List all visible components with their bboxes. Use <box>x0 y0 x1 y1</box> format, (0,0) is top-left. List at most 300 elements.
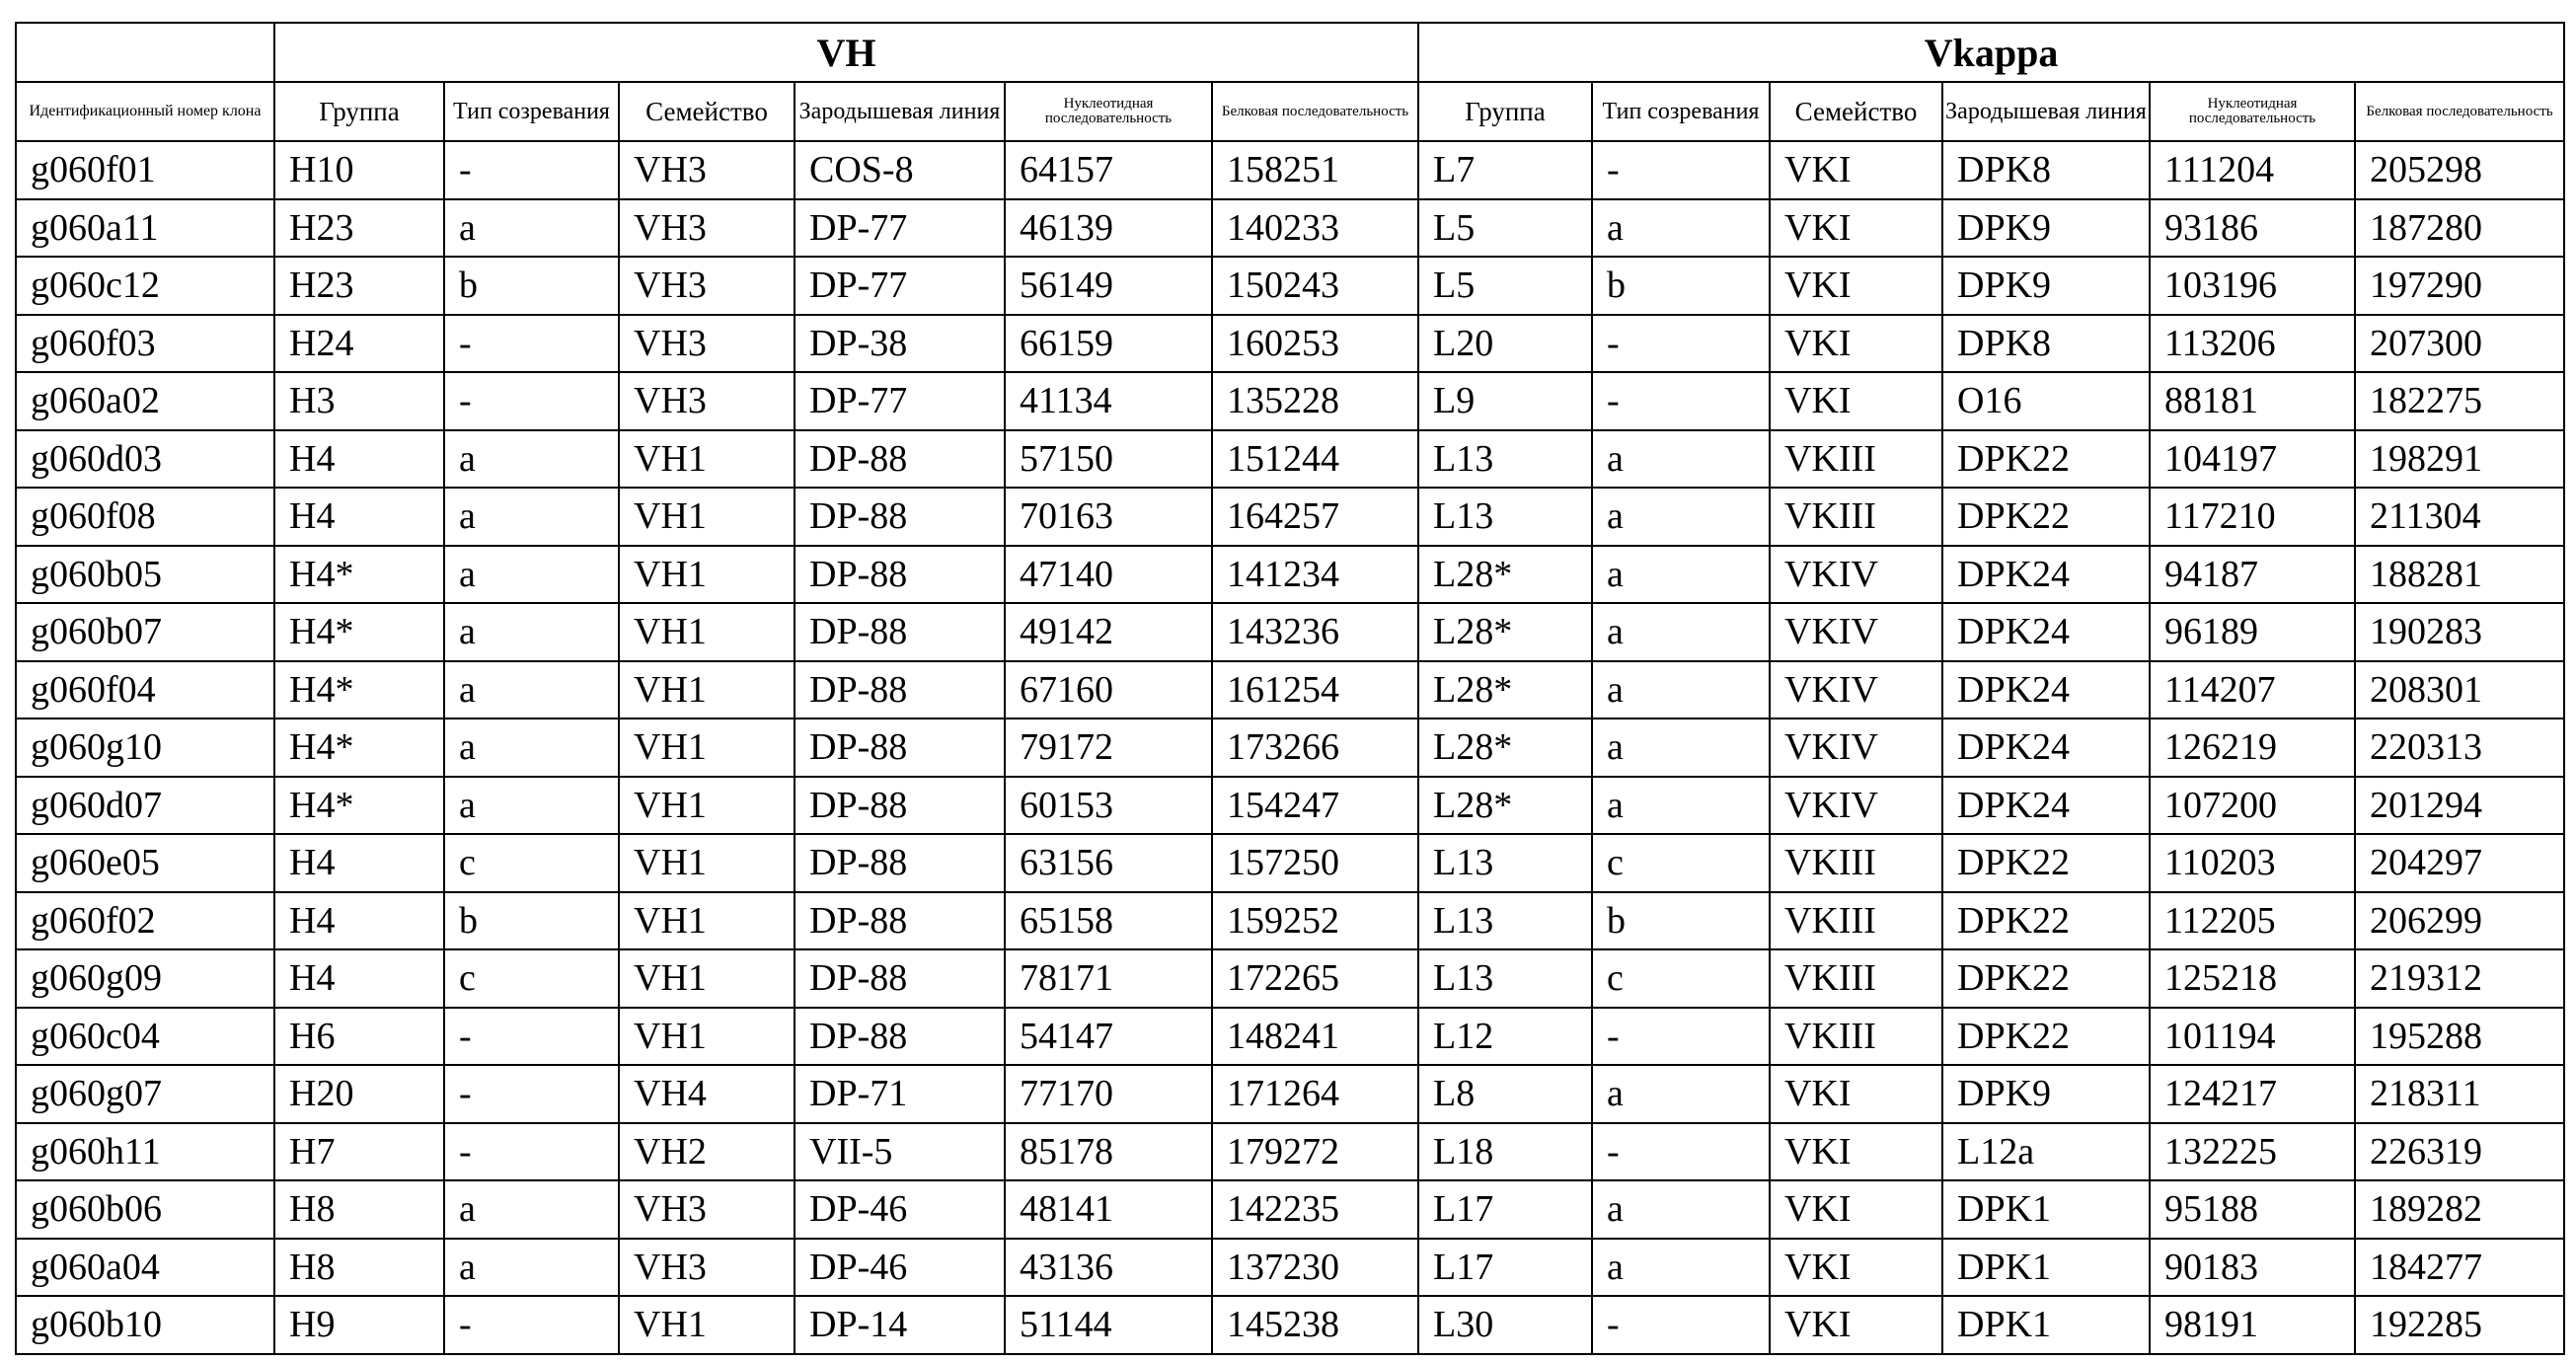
vk-group-cell: L8 <box>1418 1065 1592 1123</box>
vk-protein-cell: 201294 <box>2355 777 2564 835</box>
vh-maturation-cell: - <box>444 1008 619 1066</box>
vh-family-cell: VH1 <box>619 777 795 835</box>
vk-group-cell: L12 <box>1418 1008 1592 1066</box>
vk-family-cell: VKI <box>1770 372 1942 430</box>
vk-protein-cell: 219312 <box>2355 949 2564 1008</box>
vk-protein-cell: 182275 <box>2355 372 2564 430</box>
vh-family-cell: VH1 <box>619 834 795 892</box>
table-row <box>16 199 2564 258</box>
vk-germline-cell: DPK1 <box>1942 1180 2150 1239</box>
table-row <box>16 661 2564 719</box>
vh-protein-cell: 135228 <box>1212 372 1418 430</box>
vh-nucleotide-cell: 49142 <box>1005 603 1212 661</box>
vk-germline-cell: DPK22 <box>1942 488 2150 546</box>
vk-germline-cell: DPK24 <box>1942 603 2150 661</box>
vk-maturation-cell: a <box>1592 430 1770 489</box>
vk-protein-header: Белковая последовательность <box>2355 82 2564 141</box>
table-row <box>16 488 2564 546</box>
vh-germline-cell: DP-88 <box>795 719 1005 777</box>
vk-group-cell: L28* <box>1418 777 1592 835</box>
vh-maturation-cell: a <box>444 546 619 604</box>
vk-nucleotide-cell: 113206 <box>2150 315 2355 373</box>
vh-nucleotide-cell: 70163 <box>1005 488 1212 546</box>
vh-germline-cell: DP-77 <box>795 372 1005 430</box>
vk-maturation-cell: a <box>1592 1180 1770 1239</box>
vk-maturation-cell: a <box>1592 488 1770 546</box>
vh-protein-cell: 173266 <box>1212 719 1418 777</box>
vh-group-cell: H7 <box>274 1123 444 1181</box>
vk-protein-cell: 207300 <box>2355 315 2564 373</box>
vk-nucleotide-cell: 90183 <box>2150 1239 2355 1297</box>
vk-protein-cell: 218311 <box>2355 1065 2564 1123</box>
vh-protein-cell: 142235 <box>1212 1180 1418 1239</box>
vh-family-cell: VH1 <box>619 430 795 489</box>
vh-protein-cell: 161254 <box>1212 661 1418 719</box>
vk-maturation-cell: a <box>1592 661 1770 719</box>
vh-nucleotide-cell: 65158 <box>1005 892 1212 950</box>
vk-germline-header: Зародышевая линия <box>1942 82 2150 141</box>
vh-maturation-cell: b <box>444 257 619 315</box>
vh-maturation-cell: a <box>444 1239 619 1297</box>
vk-germline-cell: DPK24 <box>1942 719 2150 777</box>
vk-nucleotide-cell: 110203 <box>2150 834 2355 892</box>
vh-nucleotide-cell: 47140 <box>1005 546 1212 604</box>
vk-family-cell: VKIV <box>1770 661 1942 719</box>
vk-group-cell: L13 <box>1418 892 1592 950</box>
vh-family-cell: VH1 <box>619 892 795 950</box>
vh-group-cell: H4* <box>274 719 444 777</box>
vh-nucleotide-cell: 79172 <box>1005 719 1212 777</box>
vh-group-cell: H4 <box>274 834 444 892</box>
vh-protein-cell: 164257 <box>1212 488 1418 546</box>
vk-nucleotide-cell: 101194 <box>2150 1008 2355 1066</box>
vh-group-cell: H4* <box>274 546 444 604</box>
vk-maturation-cell: a <box>1592 719 1770 777</box>
vk-family-cell: VKIII <box>1770 949 1942 1008</box>
vk-family-cell: VKI <box>1770 1065 1942 1123</box>
vk-germline-cell: DPK22 <box>1942 1008 2150 1066</box>
vk-nucleotide-cell: 104197 <box>2150 430 2355 489</box>
vk-maturation-cell: a <box>1592 546 1770 604</box>
vk-group-cell: L17 <box>1418 1239 1592 1297</box>
vh-protein-cell: 145238 <box>1212 1296 1418 1354</box>
vh-nucleotide-cell: 77170 <box>1005 1065 1212 1123</box>
vk-germline-cell: DPK24 <box>1942 661 2150 719</box>
clone-id-cell: g060e05 <box>16 834 274 892</box>
clone-id-cell: g060d07 <box>16 777 274 835</box>
vh-protein-cell: 141234 <box>1212 546 1418 604</box>
table-row <box>16 834 2564 892</box>
vk-group-cell: L28* <box>1418 719 1592 777</box>
vh-germline-cell: DP-46 <box>795 1180 1005 1239</box>
vk-family-cell: VKI <box>1770 1239 1942 1297</box>
vk-group-cell: L13 <box>1418 430 1592 489</box>
vk-group-cell: L5 <box>1418 199 1592 258</box>
vk-nucleotide-cell: 88181 <box>2150 372 2355 430</box>
vk-family-cell: VKIV <box>1770 777 1942 835</box>
vk-nucleotide-cell: 125218 <box>2150 949 2355 1008</box>
vh-maturation-cell: a <box>444 199 619 258</box>
vh-maturation-cell: - <box>444 141 619 199</box>
vh-group-header: Группа <box>274 82 444 141</box>
vk-maturation-cell: - <box>1592 1008 1770 1066</box>
vh-germline-cell: DP-77 <box>795 199 1005 258</box>
vh-germline-cell: DP-88 <box>795 949 1005 1008</box>
vk-protein-cell: 205298 <box>2355 141 2564 199</box>
vh-germline-cell: DP-38 <box>795 315 1005 373</box>
vk-germline-cell: DPK1 <box>1942 1239 2150 1297</box>
table-row <box>16 315 2564 373</box>
vh-family-cell: VH2 <box>619 1123 795 1181</box>
clone-id-cell: g060d03 <box>16 430 274 489</box>
vh-family-cell: VH3 <box>619 199 795 258</box>
vk-group-cell: L17 <box>1418 1180 1592 1239</box>
vh-group-cell: H4* <box>274 777 444 835</box>
vh-nucleotide-cell: 41134 <box>1005 372 1212 430</box>
vh-group-cell: H4 <box>274 488 444 546</box>
vh-nucleotide-cell: 67160 <box>1005 661 1212 719</box>
vh-family-cell: VH1 <box>619 603 795 661</box>
vh-nucleotide-cell: 46139 <box>1005 199 1212 258</box>
clone-id-cell: g060b06 <box>16 1180 274 1239</box>
vh-maturation-cell: - <box>444 1065 619 1123</box>
vh-maturation-cell: - <box>444 315 619 373</box>
vh-nucleotide-cell: 85178 <box>1005 1123 1212 1181</box>
vh-group-cell: H4 <box>274 892 444 950</box>
clone-id-cell: g060f01 <box>16 141 274 199</box>
clone-id-cell: g060f04 <box>16 661 274 719</box>
vk-protein-cell: 184277 <box>2355 1239 2564 1297</box>
table-row <box>16 141 2564 199</box>
vk-group-cell: L9 <box>1418 372 1592 430</box>
vk-germline-cell: DPK22 <box>1942 892 2150 950</box>
vk-group-cell: L5 <box>1418 257 1592 315</box>
clone-id-cell: g060g10 <box>16 719 274 777</box>
vk-maturation-cell: a <box>1592 777 1770 835</box>
table-row <box>16 892 2564 950</box>
vk-germline-cell: DPK1 <box>1942 1296 2150 1354</box>
vh-germline-cell: DP-88 <box>795 603 1005 661</box>
vh-germline-cell: DP-88 <box>795 546 1005 604</box>
vk-germline-cell: DPK24 <box>1942 546 2150 604</box>
vk-protein-cell: 206299 <box>2355 892 2564 950</box>
table-row <box>16 1008 2564 1066</box>
vh-nucleotide-cell: 78171 <box>1005 949 1212 1008</box>
vk-group-cell: L13 <box>1418 488 1592 546</box>
vk-maturation-cell: b <box>1592 257 1770 315</box>
clone-id-cell: g060b07 <box>16 603 274 661</box>
vh-nucleotide-header: Нуклеотидная последовательность <box>1005 82 1212 141</box>
vh-family-cell: VH3 <box>619 257 795 315</box>
clone-id-cell: g060f08 <box>16 488 274 546</box>
vk-family-cell: VKIV <box>1770 603 1942 661</box>
vk-maturation-cell: a <box>1592 1239 1770 1297</box>
vk-group-header: Группа <box>1418 82 1592 141</box>
vk-germline-cell: DPK8 <box>1942 315 2150 373</box>
vh-protein-cell: 157250 <box>1212 834 1418 892</box>
vk-family-cell: VKI <box>1770 257 1942 315</box>
vk-nucleotide-cell: 112205 <box>2150 892 2355 950</box>
header-row-groups <box>16 23 2564 82</box>
table-row <box>16 1180 2564 1239</box>
vk-group-cell: L13 <box>1418 949 1592 1008</box>
vh-germline-cell: DP-46 <box>795 1239 1005 1297</box>
table-row <box>16 777 2564 835</box>
table-row <box>16 372 2564 430</box>
vk-group-cell: L28* <box>1418 603 1592 661</box>
vk-nucleotide-cell: 107200 <box>2150 777 2355 835</box>
vh-nucleotide-cell: 57150 <box>1005 430 1212 489</box>
vk-germline-cell: L12a <box>1942 1123 2150 1181</box>
vk-title: Vkappa <box>1418 23 2564 82</box>
vk-maturation-cell: c <box>1592 949 1770 1008</box>
vk-nucleotide-cell: 117210 <box>2150 488 2355 546</box>
vh-maturation-cell: a <box>444 719 619 777</box>
vk-protein-cell: 189282 <box>2355 1180 2564 1239</box>
vk-group-cell: L7 <box>1418 141 1592 199</box>
vh-title: VH <box>274 23 1418 82</box>
vk-group-cell: L30 <box>1418 1296 1592 1354</box>
vk-nucleotide-cell: 114207 <box>2150 661 2355 719</box>
vh-protein-header: Белковая последовательность <box>1212 82 1418 141</box>
vk-maturation-cell: - <box>1592 1123 1770 1181</box>
vh-germline-cell: DP-88 <box>795 1008 1005 1066</box>
vk-group-cell: L13 <box>1418 834 1592 892</box>
vh-maturation-cell: a <box>444 661 619 719</box>
vh-group-cell: H4 <box>274 430 444 489</box>
vk-maturation-cell: a <box>1592 603 1770 661</box>
vh-group-cell: H6 <box>274 1008 444 1066</box>
vh-family-cell: VH4 <box>619 1065 795 1123</box>
vk-family-cell: VKIII <box>1770 834 1942 892</box>
vk-protein-cell: 198291 <box>2355 430 2564 489</box>
vh-group-cell: H4* <box>274 661 444 719</box>
vk-protein-cell: 188281 <box>2355 546 2564 604</box>
vk-germline-cell: DPK9 <box>1942 199 2150 258</box>
vh-nucleotide-cell: 64157 <box>1005 141 1212 199</box>
vk-nucleotide-cell: 126219 <box>2150 719 2355 777</box>
vh-germline-cell: DP-77 <box>795 257 1005 315</box>
vh-maturation-cell: c <box>444 834 619 892</box>
vk-maturation-cell: a <box>1592 199 1770 258</box>
vk-nucleotide-cell: 94187 <box>2150 546 2355 604</box>
vk-nucleotide-cell: 132225 <box>2150 1123 2355 1181</box>
vh-maturation-cell: a <box>444 1180 619 1239</box>
vh-group-cell: H20 <box>274 1065 444 1123</box>
vh-germline-cell: DP-88 <box>795 430 1005 489</box>
vk-germline-cell: DPK24 <box>1942 777 2150 835</box>
table-row <box>16 1123 2564 1181</box>
vh-germline-cell: DP-88 <box>795 488 1005 546</box>
vh-maturation-cell: a <box>444 430 619 489</box>
vk-group-cell: L28* <box>1418 661 1592 719</box>
vk-family-cell: VKI <box>1770 141 1942 199</box>
vh-nucleotide-cell: 56149 <box>1005 257 1212 315</box>
vk-protein-cell: 220313 <box>2355 719 2564 777</box>
vk-family-header: Семейство <box>1770 82 1942 141</box>
vk-family-cell: VKI <box>1770 1123 1942 1181</box>
vk-protein-cell: 211304 <box>2355 488 2564 546</box>
vh-protein-cell: 154247 <box>1212 777 1418 835</box>
vk-germline-cell: DPK8 <box>1942 141 2150 199</box>
vk-group-cell: L28* <box>1418 546 1592 604</box>
vk-maturation-cell: - <box>1592 315 1770 373</box>
vh-germline-cell: DP-88 <box>795 834 1005 892</box>
vh-protein-cell: 150243 <box>1212 257 1418 315</box>
vh-family-cell: VH3 <box>619 372 795 430</box>
vh-maturation-header: Тип созревания <box>444 82 619 141</box>
vh-nucleotide-cell: 54147 <box>1005 1008 1212 1066</box>
vh-nucleotide-cell: 66159 <box>1005 315 1212 373</box>
vk-maturation-cell: - <box>1592 1296 1770 1354</box>
table-row <box>16 949 2564 1008</box>
vk-germline-cell: DPK9 <box>1942 257 2150 315</box>
vh-group-cell: H3 <box>274 372 444 430</box>
vk-group-cell: L20 <box>1418 315 1592 373</box>
vh-family-cell: VH1 <box>619 661 795 719</box>
vk-germline-cell: DPK22 <box>1942 949 2150 1008</box>
table-row <box>16 257 2564 315</box>
vk-nucleotide-cell: 93186 <box>2150 199 2355 258</box>
vk-family-cell: VKIII <box>1770 488 1942 546</box>
vk-protein-cell: 197290 <box>2355 257 2564 315</box>
clone-id-cell: g060a02 <box>16 372 274 430</box>
vh-maturation-cell: - <box>444 1296 619 1354</box>
vk-maturation-cell: a <box>1592 1065 1770 1123</box>
clone-id-cell: g060g07 <box>16 1065 274 1123</box>
vk-protein-cell: 195288 <box>2355 1008 2564 1066</box>
vh-group-cell: H10 <box>274 141 444 199</box>
vh-protein-cell: 160253 <box>1212 315 1418 373</box>
clone-id-cell: g060b05 <box>16 546 274 604</box>
table-row <box>16 430 2564 489</box>
vk-nucleotide-cell: 111204 <box>2150 141 2355 199</box>
vk-family-cell: VKIII <box>1770 430 1942 489</box>
vk-protein-cell: 187280 <box>2355 199 2564 258</box>
vh-protein-cell: 172265 <box>1212 949 1418 1008</box>
header-row-columns <box>16 82 2564 141</box>
vk-family-cell: VKI <box>1770 199 1942 258</box>
vk-protein-cell: 192285 <box>2355 1296 2564 1354</box>
vh-protein-cell: 159252 <box>1212 892 1418 950</box>
vk-group-cell: L18 <box>1418 1123 1592 1181</box>
vh-nucleotide-cell: 63156 <box>1005 834 1212 892</box>
vk-family-cell: VKI <box>1770 315 1942 373</box>
vh-maturation-cell: a <box>444 777 619 835</box>
clone-id-cell: g060h11 <box>16 1123 274 1181</box>
table-row <box>16 719 2564 777</box>
vh-group-cell: H23 <box>274 199 444 258</box>
clone-id-cell: g060g09 <box>16 949 274 1008</box>
vh-protein-cell: 143236 <box>1212 603 1418 661</box>
vh-family-cell: VH1 <box>619 488 795 546</box>
vh-maturation-cell: - <box>444 1123 619 1181</box>
clone-id-cell: g060b10 <box>16 1296 274 1354</box>
vh-group-cell: H9 <box>274 1296 444 1354</box>
vh-family-cell: VH1 <box>619 949 795 1008</box>
vh-nucleotide-cell: 48141 <box>1005 1180 1212 1239</box>
vk-protein-cell: 208301 <box>2355 661 2564 719</box>
vh-group-cell: H4 <box>274 949 444 1008</box>
vh-family-cell: VH1 <box>619 1296 795 1354</box>
vk-nucleotide-cell: 124217 <box>2150 1065 2355 1123</box>
vh-group-cell: H23 <box>274 257 444 315</box>
vk-maturation-cell: b <box>1592 892 1770 950</box>
vh-protein-cell: 137230 <box>1212 1239 1418 1297</box>
corner-cell <box>16 23 274 82</box>
table-row <box>16 1296 2564 1354</box>
vk-nucleotide-cell: 95188 <box>2150 1180 2355 1239</box>
vk-nucleotide-cell: 98191 <box>2150 1296 2355 1354</box>
vk-maturation-cell: - <box>1592 372 1770 430</box>
vh-group-cell: H8 <box>274 1239 444 1297</box>
vh-germline-cell: DP-88 <box>795 661 1005 719</box>
vh-protein-cell: 171264 <box>1212 1065 1418 1123</box>
vh-family-cell: VH1 <box>619 546 795 604</box>
vk-nucleotide-cell: 96189 <box>2150 603 2355 661</box>
vh-protein-cell: 158251 <box>1212 141 1418 199</box>
vh-family-cell: VH3 <box>619 141 795 199</box>
vh-nucleotide-cell: 60153 <box>1005 777 1212 835</box>
vk-protein-cell: 190283 <box>2355 603 2564 661</box>
vk-germline-cell: DPK22 <box>1942 430 2150 489</box>
vh-nucleotide-cell: 43136 <box>1005 1239 1212 1297</box>
vh-protein-cell: 148241 <box>1212 1008 1418 1066</box>
table-row <box>16 1065 2564 1123</box>
table-row <box>16 546 2564 604</box>
clone-id-cell: g060a11 <box>16 199 274 258</box>
vh-germline-cell: VII-5 <box>795 1123 1005 1181</box>
vk-family-cell: VKI <box>1770 1296 1942 1354</box>
vh-protein-cell: 179272 <box>1212 1123 1418 1181</box>
vk-nucleotide-header: Нуклеотидная последовательность <box>2150 82 2355 141</box>
vh-group-cell: H4* <box>274 603 444 661</box>
vk-maturation-cell: c <box>1592 834 1770 892</box>
clone-id-cell: g060f02 <box>16 892 274 950</box>
vh-family-cell: VH1 <box>619 719 795 777</box>
vk-protein-cell: 226319 <box>2355 1123 2564 1181</box>
vh-protein-cell: 151244 <box>1212 430 1418 489</box>
clone-id-cell: g060c04 <box>16 1008 274 1066</box>
vh-family-cell: VH3 <box>619 1180 795 1239</box>
vh-germline-cell: COS-8 <box>795 141 1005 199</box>
vk-germline-cell: DPK22 <box>1942 834 2150 892</box>
vh-germline-cell: DP-88 <box>795 892 1005 950</box>
vh-family-cell: VH3 <box>619 315 795 373</box>
vk-germline-cell: O16 <box>1942 372 2150 430</box>
vh-family-cell: VH1 <box>619 1008 795 1066</box>
clone-id-header: Идентификационный номер клона <box>16 82 274 141</box>
clone-id-cell: g060a04 <box>16 1239 274 1297</box>
vh-family-cell: VH3 <box>619 1239 795 1297</box>
table-row <box>16 603 2564 661</box>
vh-maturation-cell: a <box>444 488 619 546</box>
vh-family-header: Семейство <box>619 82 795 141</box>
vh-protein-cell: 140233 <box>1212 199 1418 258</box>
vh-maturation-cell: b <box>444 892 619 950</box>
vh-maturation-cell: c <box>444 949 619 1008</box>
table-row <box>16 1239 2564 1297</box>
vk-family-cell: VKIII <box>1770 1008 1942 1066</box>
table-body <box>16 141 2564 1354</box>
vh-germline-cell: DP-14 <box>795 1296 1005 1354</box>
vh-maturation-cell: - <box>444 372 619 430</box>
vh-germline-cell: DP-88 <box>795 777 1005 835</box>
vk-maturation-cell: - <box>1592 141 1770 199</box>
vh-group-cell: H8 <box>274 1180 444 1239</box>
vk-nucleotide-cell: 103196 <box>2150 257 2355 315</box>
clone-id-cell: g060f03 <box>16 315 274 373</box>
